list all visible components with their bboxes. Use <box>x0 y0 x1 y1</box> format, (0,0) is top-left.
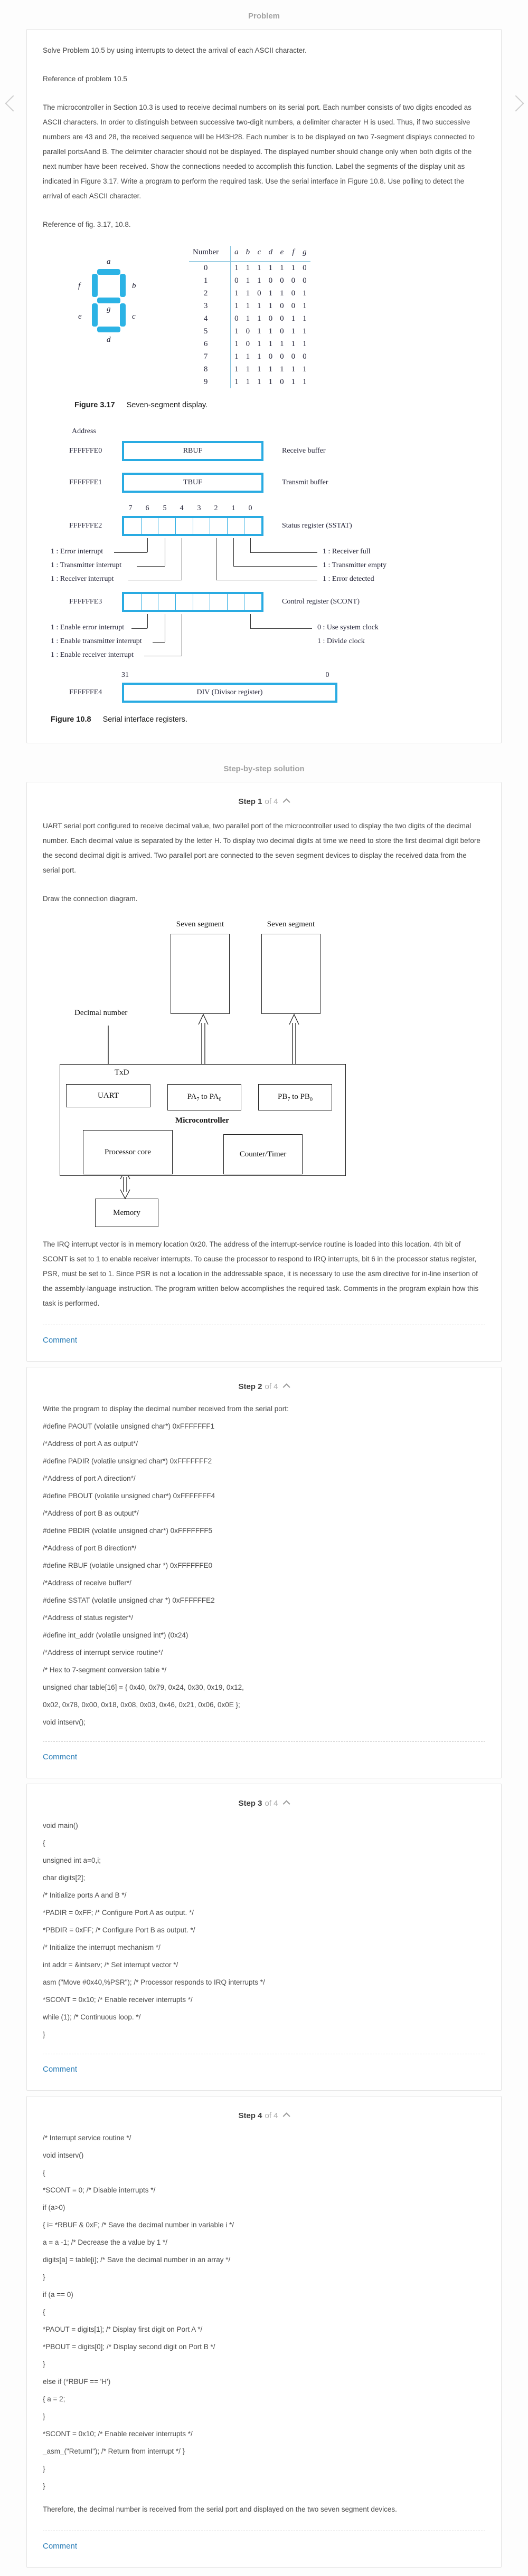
table-cell-bit: 1 <box>246 289 250 298</box>
figure-reference: Reference of fig. 3.17, 10.8. <box>43 221 131 228</box>
text-line: /*Address of port A as output*/ <box>43 1440 138 1448</box>
table-row <box>189 325 310 338</box>
text-line: } <box>43 2031 45 2038</box>
bit-0-div: 0 <box>325 671 329 679</box>
table-cell-bit: 1 <box>291 377 296 386</box>
port-a-label: $PA_7$ to $PA_0$ <box>187 1092 222 1103</box>
step-title: Step 2 <box>238 1382 262 1391</box>
table-cell-bit: 0 <box>280 301 284 310</box>
table-cell-bit: 0 <box>234 276 239 285</box>
table-cell-bit: 1 <box>234 327 239 336</box>
segment-label-d: d <box>107 336 111 344</box>
text-line: unsigned int a=0,i; <box>43 1856 101 1864</box>
table-cell-bit: 0 <box>268 314 273 323</box>
comment-divider <box>43 2054 485 2074</box>
table-header-c: c <box>253 246 265 262</box>
table-row <box>189 262 310 275</box>
text-line: { <box>43 2169 45 2177</box>
figure-10-8 <box>43 427 485 724</box>
segment-label-e: e <box>78 312 82 321</box>
text-line: char digits[2]; <box>43 1874 86 1882</box>
table-header-g: g <box>299 246 310 262</box>
text-line: while (1); /* Continuous loop. */ <box>43 2013 141 2021</box>
collapse-icon[interactable] <box>282 2112 290 2120</box>
problem-description: The microcontroller in Section 10.3 is used to receive decimal numbers on its serial port. Each number consists of two digits encoded as ASCII characters. In order to distinguish between successive two-digit numbers, a delimiter character H is used. Thus, if two successive numbers are 43 and 28, the received sequence will be H43H28. Each number is to be displayed on two 7-segment displays connected to parallel portsAand B. The delimiter character should not be displayed. The displayed number should change only when both digits of the next number have been received. Show the connections needed to accomplish this function. Label the segments of the display unit as indicated in Figure 3.17. Write a program to perform the required task. Use the serial interface in Figure 10.8. Use polling to detect the arrival of each ASCII character. <box>43 103 475 200</box>
text-line: else if (*RBUF == 'H') <box>43 2378 111 2386</box>
text-line: *PADIR = 0xFF; /* Configure Port A as output. */ <box>43 1909 194 1917</box>
table-cell-bit: 0 <box>280 314 284 323</box>
tbuf-label: TBUF <box>183 478 202 486</box>
table-cell-number: 9 <box>189 376 231 388</box>
caption-text: Serial interface registers. <box>102 715 187 724</box>
table-cell-bit: 1 <box>246 301 250 310</box>
rbuf-register-row <box>43 441 485 461</box>
table-cell-bit: 0 <box>291 301 296 310</box>
text-line: /* Hex to 7-segment conversion table */ <box>43 1666 167 1674</box>
table-cell-bit: 1 <box>257 352 261 361</box>
step-4-card <box>26 2096 502 2568</box>
sstat-error-detected-label: 1 : Error detected <box>323 575 374 583</box>
tbuf-address: FFFFFFE1 <box>69 478 102 486</box>
bit-2: 2 <box>214 504 218 512</box>
table-cell-bit: 0 <box>291 276 296 285</box>
problem-statement: Solve Problem 10.5 by using interrupts to detect the arrival of each ASCII character. <box>43 46 307 54</box>
table-cell-number: 3 <box>189 300 231 312</box>
seven-segment-glyph <box>92 269 126 332</box>
scont-enable-receiver-label: 1 : Enable receiver interrupt <box>51 651 134 659</box>
figure-3-17 <box>67 246 485 388</box>
scont-divide-clock-label: 1 : Divide clock <box>317 637 365 645</box>
table-header-number: Number <box>189 246 231 262</box>
step-title: Step 4 <box>238 2111 262 2120</box>
step-2-card <box>26 1367 502 1778</box>
collapse-icon[interactable] <box>282 798 290 806</box>
chevron-right-icon <box>507 95 524 111</box>
processor-core-box <box>83 1130 173 1174</box>
segment-label-f: f <box>78 282 81 290</box>
sstat-bit-numbers <box>43 504 485 515</box>
table-cell-bit: 1 <box>246 365 250 374</box>
table-cell-bit: 1 <box>280 263 284 272</box>
seven-segment-glyph <box>277 947 305 1000</box>
comment-link[interactable]: Comment <box>43 1336 78 1345</box>
text-line: if (a == 0) <box>43 2291 73 2299</box>
text-line: *PAOUT = digits[1]; /* Display first digit on Port A */ <box>43 2325 203 2333</box>
table-cell-bit: 1 <box>257 314 261 323</box>
table-cell-bit: 0 <box>268 276 273 285</box>
seven-segment-label-1: Seven segment <box>176 920 224 928</box>
problem-card <box>26 29 502 743</box>
text-line: #define SSTAT (volatile unsigned char *) 0xFFFFFFE2 <box>43 1596 215 1604</box>
tbuf-register-row <box>43 473 485 493</box>
sstat-description: Status register (SSTAT) <box>282 522 352 530</box>
table-cell-bit: 1 <box>291 339 296 348</box>
text-line: } <box>43 2482 45 2490</box>
rbuf-register-box <box>122 441 263 461</box>
table-cell-bit: 1 <box>291 314 296 323</box>
bit-1: 1 <box>231 504 235 512</box>
text-line: { a = 2; <box>43 2395 65 2403</box>
comment-link[interactable]: Comment <box>43 2065 78 2074</box>
table-cell-bit: 1 <box>257 377 261 386</box>
step-3-code <box>43 1821 485 2040</box>
step-2-header[interactable] <box>43 1382 485 1391</box>
text-line: /*Address of port B direction*/ <box>43 1544 137 1552</box>
table-cell-bit: 1 <box>268 301 273 310</box>
text-line: a = a -1; /* Decrease the a value by 1 */ <box>43 2238 168 2246</box>
table-cell-bit: 1 <box>303 301 307 310</box>
table-cell-bit: 0 <box>246 339 250 348</box>
seven-segment-diagram <box>67 257 156 358</box>
scont-enable-error-label: 1 : Enable error interrupt <box>51 624 125 631</box>
step-1-outro <box>43 1237 485 1311</box>
table-cell-bit: 1 <box>303 339 307 348</box>
table-cell-bit: 1 <box>303 327 307 336</box>
table-cell-bit: 1 <box>280 339 284 348</box>
step-count: of 4 <box>265 1799 278 1808</box>
uart-box <box>66 1084 150 1107</box>
text-line: #define int_addr (volatile unsigned int*) (0x24) <box>43 1631 188 1639</box>
step-3-header[interactable] <box>43 1799 485 1808</box>
text-line: #define RBUF (volatile unsigned char *) 0xFFFFFFE0 <box>43 1562 213 1569</box>
uart-label: UART <box>98 1091 119 1100</box>
step-4-conclusion: Therefore, the decimal number is received from the serial port and displayed on the two seven segment devices. <box>43 2505 397 2513</box>
step-1-intro <box>43 819 485 906</box>
table-cell-bit: 1 <box>303 289 307 298</box>
scont-description: Control register (SCONT) <box>282 598 360 606</box>
table-row <box>189 338 310 350</box>
problem-reference: Reference of problem 10.5 <box>43 75 127 83</box>
div-address: FFFFFFE4 <box>69 688 102 696</box>
txd-label: TxD <box>115 1068 129 1077</box>
table-cell-bit: 0 <box>234 314 239 323</box>
decimal-number-label: Decimal number <box>74 1009 128 1017</box>
table-cell-bit: 1 <box>257 339 261 348</box>
table-cell-bit: 1 <box>234 289 239 298</box>
rbuf-label: RBUF <box>183 447 203 455</box>
table-cell-bit: 1 <box>234 263 239 272</box>
table-cell-number: 8 <box>189 363 231 376</box>
table-cell-number: 0 <box>189 262 231 275</box>
table-cell-bit: 1 <box>303 314 307 323</box>
table-cell-bit: 1 <box>234 352 239 361</box>
seven-segment-glyph <box>186 947 214 1000</box>
table-cell-bit: 0 <box>280 276 284 285</box>
counter-timer-label: Counter/Timer <box>239 1150 287 1158</box>
step-1-card <box>26 782 502 1362</box>
table-cell-bit: 0 <box>280 327 284 336</box>
text-line: /* Initialize the interrupt mechanism */ <box>43 1943 161 1951</box>
table-row <box>189 300 310 312</box>
table-cell-bit: 1 <box>268 365 273 374</box>
table-cell-bit: 1 <box>280 365 284 374</box>
collapse-icon[interactable] <box>282 1383 290 1391</box>
tbuf-description: Transmit buffer <box>282 478 328 486</box>
text-line: /* Interrupt service routine */ <box>43 2134 131 2142</box>
segment-truth-table <box>189 246 310 388</box>
text-line: UART serial port configured to receive decimal value, two parallel port of the microcontroller used to display the two digits of the decimal number. Each decimal value is separated by the letter H. To display two decimal digits at time we need to store the first decimal digit before the second decimal digit is arrived. Two parallel port are connected to the seven segment devices to display the received data from the serial port. <box>43 822 480 874</box>
table-header-b: b <box>242 246 254 262</box>
sstat-transmitter-interrupt-label: 1 : Transmitter interrupt <box>51 561 122 569</box>
problem-header: Problem <box>248 12 280 21</box>
text-line: *SCONT = 0x10; /* Enable receiver interrupts */ <box>43 1996 193 2004</box>
text-line: /*Address of port A direction*/ <box>43 1474 136 1482</box>
step-count: of 4 <box>265 797 278 806</box>
table-header-d: d <box>265 246 277 262</box>
sstat-receiver-interrupt-label: 1 : Receiver interrupt <box>51 575 114 583</box>
table-cell-bit: 0 <box>303 352 307 361</box>
sstat-callouts <box>43 538 485 592</box>
sstat-error-interrupt-label: 1 : Error interrupt <box>51 548 103 556</box>
text-line: /*Address of port B as output*/ <box>43 1509 139 1517</box>
scont-register-box <box>122 592 263 612</box>
seven-segment-display-2 <box>261 934 320 1014</box>
comment-link[interactable]: Comment <box>43 1753 78 1761</box>
text-line: void intserv() <box>43 2151 84 2159</box>
table-cell-number: 6 <box>189 338 231 350</box>
table-header-a: a <box>231 246 242 262</box>
caption-label: Figure 10.8 <box>51 715 91 724</box>
seven-segment-label-2: Seven segment <box>267 920 315 928</box>
text-line: #define PBDIR (volatile unsigned char*) 0xFFFFFFF5 <box>43 1527 213 1535</box>
table-cell-bit: 0 <box>303 263 307 272</box>
table-cell-bit: 0 <box>257 289 261 298</box>
text-line: unsigned char table[16] = { 0x40, 0x79, 0x24, 0x30, 0x19, 0x12, <box>43 1683 244 1691</box>
text-line: *PBDIR = 0xFF; /* Configure Port B as output. */ <box>43 1926 195 1934</box>
text-line: #define PAOUT (volatile unsigned char*) 0xFFFFFFF1 <box>43 1422 215 1430</box>
counter-timer-box <box>223 1134 303 1174</box>
table-cell-bit: 0 <box>268 352 273 361</box>
text-line: *PBOUT = digits[0]; /* Display second digit on Port B */ <box>43 2343 215 2351</box>
table-cell-number: 4 <box>189 312 231 325</box>
segment-label-c: c <box>132 312 136 321</box>
step-4-header[interactable] <box>43 2111 485 2120</box>
div-register-row <box>43 683 485 703</box>
table-cell-bit: 1 <box>234 301 239 310</box>
text-line: void intserv(); <box>43 1718 86 1726</box>
scont-callouts <box>43 614 485 671</box>
text-line: if (a>0) <box>43 2204 65 2211</box>
table-cell-bit: 1 <box>268 327 273 336</box>
text-line: #define PADIR (volatile unsigned char*) 0xFFFFFFF2 <box>43 1457 212 1465</box>
table-cell-number: 5 <box>189 325 231 338</box>
scont-register-row <box>43 592 485 612</box>
step-count: of 4 <box>265 1382 278 1391</box>
table-cell-bit: 1 <box>257 365 261 374</box>
table-cell-bit: 1 <box>246 314 250 323</box>
connection-diagram <box>50 920 362 1234</box>
port-a-box <box>167 1084 241 1110</box>
table-cell-bit: 0 <box>291 352 296 361</box>
caption-label: Figure 3.17 <box>74 401 115 409</box>
solution-header: Step-by-step solution <box>223 764 305 773</box>
memory-label: Memory <box>113 1208 140 1217</box>
bit-0: 0 <box>248 504 252 512</box>
text-line: 0x02, 0x78, 0x00, 0x18, 0x08, 0x03, 0x46, 0x21, 0x06, 0x0E }; <box>43 1701 240 1709</box>
table-cell-bit: 0 <box>303 276 307 285</box>
segment-label-a: a <box>107 257 111 266</box>
table-cell-bit: 1 <box>257 263 261 272</box>
comment-divider <box>43 2531 485 2551</box>
step-title: Step 3 <box>238 1799 262 1808</box>
seven-segment-display-1 <box>171 934 230 1014</box>
text-line: /*Address of receive buffer*/ <box>43 1579 131 1587</box>
bit-7: 7 <box>128 504 133 512</box>
figure-10-8-caption <box>51 715 485 724</box>
step-2-code <box>43 1404 485 1728</box>
scont-address: FFFFFFE3 <box>69 598 102 606</box>
sstat-transmitter-empty-label: 1 : Transmitter empty <box>323 561 386 569</box>
text-line: } <box>43 2360 45 2368</box>
table-cell-number: 1 <box>189 274 231 287</box>
rbuf-address: FFFFFFE0 <box>69 447 102 455</box>
table-cell-bit: 1 <box>303 365 307 374</box>
table-row <box>189 287 310 300</box>
table-cell-bit: 0 <box>280 352 284 361</box>
address-header: Address <box>72 427 96 435</box>
text-line: } <box>43 2412 45 2420</box>
table-cell-number: 7 <box>189 350 231 363</box>
table-row <box>189 363 310 376</box>
bit-4: 4 <box>180 504 184 512</box>
text-line: Draw the connection diagram. <box>43 895 138 903</box>
table-row <box>189 376 310 388</box>
table-cell-bit: 1 <box>280 289 284 298</box>
comment-divider <box>43 1741 485 1762</box>
text-line: The IRQ interrupt vector is in memory location 0x20. The address of the interrupt-service routine is loaded into this location. 4th bit of SCONT is set to 1 to enable receiver interrupts. To cause the processor to respond to IRQ interrupts, bit 6 in the processor status register, PSR, must be set to 1. Since PSR is not a location in the addressable space, it is necessary to use the asm directive for in-line insertion of the assembly-language instruction. The program written below accomplishes the required task. Comments in the program explain how this task is performed. <box>43 1240 479 1307</box>
text-line: void main() <box>43 1822 78 1830</box>
table-cell-bit: 1 <box>268 339 273 348</box>
step-title: Step 1 <box>238 797 262 806</box>
table-cell-bit: 0 <box>291 289 296 298</box>
port-b-box <box>258 1084 332 1110</box>
scont-use-system-clock-label: 0 : Use system clock <box>317 624 379 631</box>
text-line: { <box>43 2308 45 2316</box>
text-line: { i= *RBUF & 0xF; /* Save the decimal number in variable i */ <box>43 2221 234 2229</box>
table-cell-bit: 1 <box>246 276 250 285</box>
text-line: /* Initialize ports A and B */ <box>43 1891 127 1899</box>
text-line: #define PBOUT (volatile unsigned char*) 0xFFFFFFF4 <box>43 1492 215 1500</box>
text-line: } <box>43 2465 45 2473</box>
table-row <box>189 312 310 325</box>
text-line: int addr = &intserv; /* Set interrupt vector */ <box>43 1961 178 1969</box>
text-line: } <box>43 2273 45 2281</box>
div-bit-numbers <box>43 671 485 682</box>
previous-problem-button[interactable] <box>7 98 18 108</box>
sstat-address: FFFFFFE2 <box>69 522 102 530</box>
table-cell-number: 2 <box>189 287 231 300</box>
text-line: *SCONT = 0x10; /* Enable receiver interrupts */ <box>43 2430 193 2438</box>
text-line: *SCONT = 0; /* Disable interrupts */ <box>43 2186 156 2194</box>
scont-enable-transmitter-label: 1 : Enable transmitter interrupt <box>51 637 142 645</box>
table-cell-bit: 1 <box>268 377 273 386</box>
table-header-f: f <box>288 246 299 262</box>
div-register-box <box>122 683 337 703</box>
bit-5: 5 <box>163 504 167 512</box>
table-cell-bit: 1 <box>257 276 261 285</box>
table-cell-bit: 1 <box>268 289 273 298</box>
processor-core-label: Processor core <box>105 1147 151 1156</box>
figure-3-17-caption <box>74 401 485 409</box>
step-4-code <box>43 2133 485 2492</box>
sstat-receiver-full-label: 1 : Receiver full <box>323 548 371 556</box>
bit-31: 31 <box>121 671 129 679</box>
table-cell-bit: 1 <box>291 365 296 374</box>
memory-box <box>95 1199 158 1227</box>
table-cell-bit: 1 <box>246 352 250 361</box>
table-cell-bit: 1 <box>257 327 261 336</box>
sstat-register-row <box>43 516 485 536</box>
step-count: of 4 <box>265 2111 278 2120</box>
comment-divider <box>43 1325 485 1345</box>
table-cell-bit: 1 <box>303 377 307 386</box>
table-cell-bit: 1 <box>257 301 261 310</box>
div-label: DIV (Divisor register) <box>196 688 263 696</box>
table-cell-bit: 1 <box>291 327 296 336</box>
table-cell-bit: 1 <box>234 377 239 386</box>
port-b-label: $PB_7$ to $PB_0$ <box>278 1092 313 1103</box>
tbuf-register-box <box>122 473 263 493</box>
text-line: { <box>43 1839 45 1847</box>
comment-link[interactable]: Comment <box>43 2542 78 2551</box>
step-3-card <box>26 1784 502 2091</box>
table-header-e: e <box>276 246 288 262</box>
rbuf-description: Receive buffer <box>282 447 326 455</box>
table-cell-bit: 1 <box>234 339 239 348</box>
table-cell-bit: 0 <box>280 377 284 386</box>
microcontroller-label: Microcontroller <box>175 1116 229 1125</box>
collapse-icon[interactable] <box>282 1800 290 1807</box>
bit-6: 6 <box>145 504 149 512</box>
bit-3: 3 <box>197 504 201 512</box>
text-line: digits[a] = table[i]; /* Save the decimal number in an array */ <box>43 2256 231 2264</box>
table-cell-bit: 1 <box>246 377 250 386</box>
step-1-header[interactable] <box>43 797 485 806</box>
sstat-register-box <box>122 516 263 536</box>
text-line: asm ("Move #0x40,%PSR"); /* Processor responds to IRQ interrupts */ <box>43 1978 265 1986</box>
text-line: /*Address of interrupt service routine*/ <box>43 1649 163 1656</box>
chevron-left-icon <box>5 95 21 111</box>
table-row <box>189 350 310 363</box>
text-line: _asm_("ReturnI"); /* Return from interrupt */ } <box>43 2447 185 2455</box>
text-line: Write the program to display the decimal number received from the serial port: <box>43 1405 289 1413</box>
next-problem-button[interactable] <box>510 98 521 108</box>
text-line: /*Address of status register*/ <box>43 1614 134 1622</box>
segment-label-g: g <box>107 305 111 313</box>
table-cell-bit: 1 <box>234 365 239 374</box>
table-row <box>189 274 310 287</box>
table-cell-bit: 0 <box>246 327 250 336</box>
segment-label-b: b <box>132 282 136 290</box>
caption-text: Seven-segment display. <box>126 401 208 409</box>
table-cell-bit: 1 <box>291 263 296 272</box>
table-cell-bit: 1 <box>246 263 250 272</box>
table-cell-bit: 1 <box>268 263 273 272</box>
